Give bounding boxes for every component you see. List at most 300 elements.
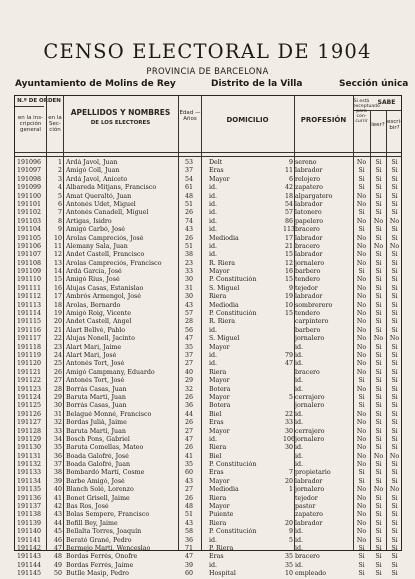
cell-elector-name: Bordas Julià, Jaime (66, 419, 127, 427)
header-apellidos: APELLIDOS Y NOMBRES (70, 108, 171, 117)
cell-age: 43 (184, 301, 193, 309)
document-title: CENSO ELECTORAL DE 1904 (43, 40, 372, 63)
cell-address: S. Miguel (209, 284, 240, 292)
cell-house-number: 15 (284, 310, 293, 318)
cell-can-read: Si (375, 544, 382, 552)
cell-can-read: Si (375, 343, 382, 351)
cell-age: 53 (184, 159, 193, 166)
table-row (15, 285, 403, 293)
cell-age: 61 (184, 184, 193, 192)
cell-address: id. (209, 226, 218, 234)
cell-section-number: 44 (53, 519, 62, 527)
cell-age: 48 (184, 503, 193, 511)
cell-section-number: 37 (53, 461, 62, 469)
cell-house-number: 47 (284, 360, 293, 368)
cell-section-number: 4 (57, 184, 62, 192)
cell-can-write: Si (391, 385, 398, 393)
cell-profession: cerrajero (295, 393, 325, 401)
cell-address: P. Constitución (209, 528, 257, 536)
cell-profession: carpintero (295, 318, 329, 326)
table-row (15, 201, 403, 209)
cell-section-number: 40 (53, 486, 62, 494)
cell-can-read: Si (375, 284, 382, 292)
cell-house-number: 9 (288, 159, 293, 166)
table-row (15, 352, 403, 360)
cell-can-write: Si (391, 570, 398, 578)
cell-age: 43 (184, 226, 193, 234)
cell-can-read: Si (375, 368, 382, 376)
cell-profession: barbero (295, 268, 321, 276)
cell-can-write: Si (391, 310, 398, 318)
cell-exempt: Si (358, 175, 365, 183)
cell-house-number: 20 (284, 477, 293, 485)
cell-section-number: 29 (53, 393, 62, 401)
cell-address: Botera (209, 402, 231, 410)
cell-elector-name: Butlle Masip, Pedro (66, 570, 129, 578)
cell-house-number: 5 (288, 393, 293, 401)
cell-general-number: 191132 (17, 461, 42, 469)
cell-general-number: 191129 (17, 435, 42, 443)
cell-can-write: Si (391, 393, 398, 401)
cell-elector-name: Borrás Casas, Juan (66, 385, 127, 393)
cell-can-write: Si (391, 528, 398, 536)
cell-age: 41 (184, 452, 193, 460)
cell-elector-name: Baruta Martí, Juan (66, 427, 126, 435)
cell-profession: id. (295, 544, 304, 552)
cell-profession: jornalero (295, 402, 325, 410)
cell-age: 37 (184, 351, 193, 359)
cell-age: 74 (184, 217, 193, 225)
table-row (15, 520, 403, 528)
cell-can-read: Si (375, 393, 382, 401)
cell-profession: labrador (295, 251, 323, 259)
cell-profession: labrador (295, 519, 323, 527)
cell-general-number: 191103 (17, 217, 42, 225)
cell-address: id. (209, 242, 218, 250)
cell-elector-name: Bas Ros, José (66, 503, 109, 511)
cell-profession: cerrajero (295, 427, 325, 435)
cell-age: 47 (184, 435, 193, 443)
cell-general-number: 191099 (17, 184, 42, 192)
cell-can-write: Si (391, 343, 398, 351)
header-rule (15, 156, 401, 157)
table-row (15, 377, 403, 385)
cell-section-number: 14 (53, 268, 62, 276)
cell-profession: labrador (295, 477, 323, 485)
cell-house-number: 11 (284, 167, 293, 175)
cell-house-number: 10 (284, 570, 293, 578)
cell-house-number: 35 (284, 561, 293, 569)
cell-elector-name: Amigó Campmany, Eduardo (66, 368, 155, 376)
cell-can-write: Si (391, 293, 398, 301)
table-row (15, 495, 403, 503)
cell-exempt: No (356, 310, 367, 318)
cell-profession: id. (295, 461, 304, 469)
cell-exempt: No (356, 284, 367, 292)
cell-address: Eras (209, 167, 224, 175)
table-row (15, 369, 403, 377)
cell-address: Mediodia (209, 234, 239, 242)
cell-address: Mediodia (209, 486, 239, 494)
cell-profession: bracero (295, 368, 320, 376)
cell-profession: labrador (295, 293, 323, 301)
cell-general-number: 191108 (17, 259, 42, 267)
cell-elector-name: Bermejo Martí, Wenceslao (66, 544, 151, 552)
cell-section-number: 17 (53, 293, 62, 301)
header-seccion: en la Sec-ción (48, 115, 62, 133)
cell-exempt: No (356, 192, 367, 200)
header-sabe: SABE (377, 99, 396, 106)
cell-age: 57 (184, 310, 193, 318)
cell-can-write: Si (391, 402, 398, 410)
cell-elector-name: Blanch Solé, Lorenzo (66, 486, 134, 494)
cell-profession: tendero (295, 310, 320, 318)
cell-elector-name: Amat Queraltó, Juan (66, 192, 132, 200)
cell-address: Hospital (209, 570, 236, 578)
cell-exempt: Si (358, 561, 365, 569)
cell-elector-name: Boada Galofré, José (66, 452, 129, 460)
cell-can-read: No (373, 217, 384, 225)
cell-elector-name: Bellalta Torres, Joaquín (66, 528, 142, 536)
cell-can-read: No (373, 452, 384, 460)
cell-section-number: 47 (53, 544, 62, 552)
cell-general-number: 191124 (17, 393, 42, 401)
cell-address: Mayor (209, 377, 230, 385)
cell-section-number: 2 (57, 167, 62, 175)
cell-house-number: 79 (284, 351, 293, 359)
cell-general-number: 191109 (17, 268, 42, 276)
cell-section-number: 26 (53, 368, 62, 376)
cell-can-write: Si (391, 536, 398, 544)
cell-can-write: Si (391, 318, 398, 326)
cell-can-read: No (373, 335, 384, 343)
cell-elector-name: Antonés Canadell, Miguel (66, 209, 149, 217)
cell-can-read: Si (375, 410, 382, 418)
cell-profession: id. (295, 561, 304, 569)
cell-profession: id. (295, 444, 304, 452)
cell-section-number: 36 (53, 452, 62, 460)
cell-can-read: Si (375, 310, 382, 318)
cell-house-number: 17 (284, 234, 293, 242)
cell-exempt: No (356, 318, 367, 326)
cell-address: id. (209, 435, 218, 443)
cell-profession: jornalero (295, 259, 325, 267)
cell-profession: alpargatero (295, 192, 333, 200)
cell-section-number: 42 (53, 503, 62, 511)
cell-can-write: Si (391, 419, 398, 427)
cell-general-number: 191140 (17, 528, 42, 536)
cell-section-number: 39 (53, 477, 62, 485)
table-row (15, 444, 403, 452)
cell-age: 27 (184, 427, 193, 435)
cell-can-write: Si (391, 427, 398, 435)
cell-can-write: Si (391, 435, 398, 443)
cell-can-read: Si (375, 511, 382, 519)
cell-house-number: 10 (284, 301, 293, 309)
cell-general-number: 191133 (17, 469, 42, 477)
cell-elector-name: Alujas Nonell, Jacinto (66, 335, 135, 343)
cell-exempt: No (356, 200, 367, 208)
cell-elector-name: Belagué Monné, Francisco (66, 410, 152, 418)
cell-section-number: 38 (53, 469, 62, 477)
cell-can-write: No (389, 242, 400, 250)
cell-general-number: 191106 (17, 242, 42, 250)
cell-age: 51 (184, 242, 193, 250)
cell-section-number: 9 (57, 226, 62, 234)
cell-can-write: Si (391, 167, 398, 175)
cell-general-number: 191143 (17, 553, 42, 561)
cell-address: id. (209, 251, 218, 259)
cell-house-number: 30 (284, 427, 293, 435)
cell-elector-name: Alemany Sala, Juan (66, 242, 128, 250)
cell-can-read: Si (375, 435, 382, 443)
cell-general-number: 191110 (17, 276, 42, 284)
cell-profession: jornalero (295, 486, 325, 494)
cell-house-number: 57 (284, 209, 293, 217)
cell-profession: pastor (295, 503, 316, 511)
cell-general-number: 191139 (17, 519, 42, 527)
cell-address: Mayor (209, 427, 230, 435)
cell-exempt: No (356, 385, 367, 393)
cell-profession: barbero (295, 326, 321, 334)
cell-exempt: Si (358, 544, 365, 552)
cell-profession: labrador (295, 234, 323, 242)
cell-can-write: Si (391, 234, 398, 242)
cell-section-number: 46 (53, 536, 62, 544)
cell-age: 26 (184, 234, 193, 242)
cell-house-number: 42 (284, 184, 293, 192)
cell-profession: id. (295, 385, 304, 393)
cell-address: Biel (209, 410, 222, 418)
table-row (15, 243, 403, 251)
cell-section-number: 5 (57, 192, 62, 200)
cell-exempt: No (356, 259, 367, 267)
cell-section-number: 16 (53, 284, 62, 292)
cell-section-number: 41 (53, 494, 62, 502)
cell-can-write: Si (391, 226, 398, 234)
cell-elector-name: Amigó Carbó, José (66, 226, 126, 234)
table-row (15, 436, 403, 444)
cell-address: Riera (209, 519, 227, 527)
cell-can-read: No (373, 486, 384, 494)
cell-profession: jornalero (295, 435, 325, 443)
cell-section-number: 6 (57, 200, 62, 208)
table-row (15, 428, 403, 436)
cell-elector-name: Berató Grané, Pedro (66, 536, 132, 544)
cell-address: Eras (209, 469, 224, 477)
cell-profession: sereno (295, 159, 317, 166)
cell-profession: id. (295, 377, 304, 385)
cell-can-read: Si (375, 444, 382, 452)
table-row (15, 528, 403, 536)
cell-can-read: Si (375, 553, 382, 561)
cell-address: id. (209, 360, 218, 368)
cell-house-number: 7 (288, 469, 293, 477)
cell-can-read: Si (375, 200, 382, 208)
cell-exempt: No (356, 452, 367, 460)
cell-elector-name: Antonés Tort, José (66, 377, 125, 385)
table-row (15, 235, 403, 243)
cell-can-read: Si (375, 226, 382, 234)
cell-section-number: 32 (53, 419, 62, 427)
table-row (15, 226, 403, 234)
header-num-orden: N.º DE ORDEN (17, 98, 61, 104)
cell-address: R. Riera (209, 318, 235, 326)
cell-can-write: Si (391, 326, 398, 334)
cell-general-number: 191118 (17, 343, 42, 351)
cell-age: 26 (184, 419, 193, 427)
cell-exempt: No (356, 276, 367, 284)
cell-address: Biel (209, 452, 222, 460)
cell-section-number: 19 (53, 310, 62, 318)
header-general: en la ins-cripción general (17, 115, 44, 133)
cell-address: Eras (209, 553, 224, 561)
cell-age: 40 (184, 368, 193, 376)
cell-can-write: Si (391, 209, 398, 217)
cell-can-read: Si (375, 293, 382, 301)
cell-age: 60 (184, 570, 193, 578)
cell-exempt: Si (358, 570, 365, 578)
cell-general-number: 191097 (17, 167, 42, 175)
cell-can-write: Si (391, 503, 398, 511)
cell-exempt: Si (358, 393, 365, 401)
cell-can-write: Si (391, 200, 398, 208)
province-line: PROVINCIA DE BARCELONA (146, 67, 269, 77)
cell-profession: tendero (295, 276, 320, 284)
cell-general-number: 191115 (17, 318, 42, 326)
cell-exempt: Si (358, 402, 365, 410)
cell-house-number: 106 (283, 435, 296, 443)
table-row (15, 318, 403, 326)
cell-general-number: 191101 (17, 200, 42, 208)
cell-can-write: Si (391, 268, 398, 276)
cell-elector-name: Antonés Udet, Miguel (66, 200, 136, 208)
cell-age: 27 (184, 486, 193, 494)
cell-exempt: Si (358, 167, 365, 175)
table-row (15, 176, 403, 184)
table-row (15, 402, 403, 410)
table-row (15, 486, 403, 494)
cell-age: 26 (184, 393, 193, 401)
cell-profession: relojero (295, 175, 321, 183)
cell-address: id. (209, 192, 218, 200)
cell-exempt: No (356, 159, 367, 166)
cell-address: Botera (209, 385, 231, 393)
cell-can-read: Si (375, 251, 382, 259)
table-row (15, 545, 403, 553)
cell-can-read: Si (375, 301, 382, 309)
table-row (15, 327, 403, 335)
cell-section-number: 45 (53, 528, 62, 536)
cell-age: 31 (184, 284, 193, 292)
cell-profession: papelero (295, 217, 324, 225)
cell-address: id. (209, 536, 218, 544)
cell-exempt: Si (358, 184, 365, 192)
cell-age: 43 (184, 477, 193, 485)
cell-profession: empleado (295, 570, 327, 578)
cell-general-number: 191120 (17, 360, 42, 368)
cell-profession: id. (295, 536, 304, 544)
cell-address: Mayor (209, 268, 230, 276)
cell-exempt: Si (358, 377, 365, 385)
cell-section-number: 15 (53, 276, 62, 284)
cell-section-number: 1 (57, 159, 62, 166)
cell-age: 23 (184, 259, 193, 267)
cell-address: Mayor (209, 503, 230, 511)
table-row (15, 503, 403, 511)
cell-elector-name: Alart Mari, José (66, 351, 117, 359)
census-table (14, 95, 403, 578)
cell-can-write: Si (391, 259, 398, 267)
table-row (15, 159, 403, 167)
cell-elector-name: Baruta Martí, Juan (66, 393, 126, 401)
cell-can-read: Si (375, 318, 382, 326)
cell-age: 28 (184, 318, 193, 326)
cell-house-number: 9 (288, 528, 293, 536)
cell-address: id. (209, 351, 218, 359)
cell-can-read: Si (375, 528, 382, 536)
cell-section-number: 11 (53, 242, 62, 250)
cell-can-read: Si (375, 268, 382, 276)
cell-address: Riera (209, 444, 227, 452)
cell-age: 33 (184, 268, 193, 276)
cell-age: 26 (184, 209, 193, 217)
table-row (15, 310, 403, 318)
header-apellidos-sub: DE LOS ELECTORES (90, 120, 151, 126)
cell-can-write: Si (391, 368, 398, 376)
cell-age: 39 (184, 561, 193, 569)
cell-age: 43 (184, 519, 193, 527)
cell-can-read: Si (375, 377, 382, 385)
cell-house-number: 9 (288, 284, 293, 292)
cell-profession: zapatero (295, 511, 323, 519)
cell-profession: sombrerero (295, 301, 333, 309)
cell-age: 37 (184, 167, 193, 175)
cell-address: Mayor (209, 175, 230, 183)
cell-elector-name: Bordas Ferrés, Jaime (66, 561, 134, 569)
cell-profession: id. (295, 351, 304, 359)
cell-general-number: 191112 (17, 293, 42, 301)
cell-section-number: 49 (53, 561, 62, 569)
cell-address: Puiente (209, 511, 234, 519)
cell-general-number: 191135 (17, 486, 42, 494)
cell-can-write: Si (391, 159, 398, 166)
cell-address: P. Constitución (209, 461, 257, 469)
cell-section-number: 27 (53, 377, 62, 385)
cell-exempt: No (356, 536, 367, 544)
cell-address: Mediodia (209, 301, 239, 309)
cell-elector-name: Ardá Javol, Juan (66, 159, 118, 166)
cell-general-number: 191138 (17, 511, 42, 519)
cell-section-number: 13 (53, 259, 62, 267)
cell-elector-name: Bonet Grisell, Jaime (66, 494, 130, 502)
table-row (15, 394, 403, 402)
cell-exempt: No (356, 435, 367, 443)
cell-exempt: No (356, 528, 367, 536)
cell-can-write: Si (391, 410, 398, 418)
cell-elector-name: Alujas Casas, Estanislao (66, 284, 144, 292)
cell-elector-name: Bosch Pons, Gabriel (66, 435, 130, 443)
header-profesion: PROFESIÓN (300, 116, 347, 124)
cell-can-write: Si (391, 519, 398, 527)
table-row (15, 553, 403, 561)
cell-general-number: 191128 (17, 427, 42, 435)
cell-can-read: Si (375, 276, 382, 284)
cell-general-number: 191116 (17, 326, 42, 334)
cell-address: Delt (209, 159, 223, 166)
cell-section-number: 50 (53, 570, 62, 578)
table-row (15, 335, 403, 343)
